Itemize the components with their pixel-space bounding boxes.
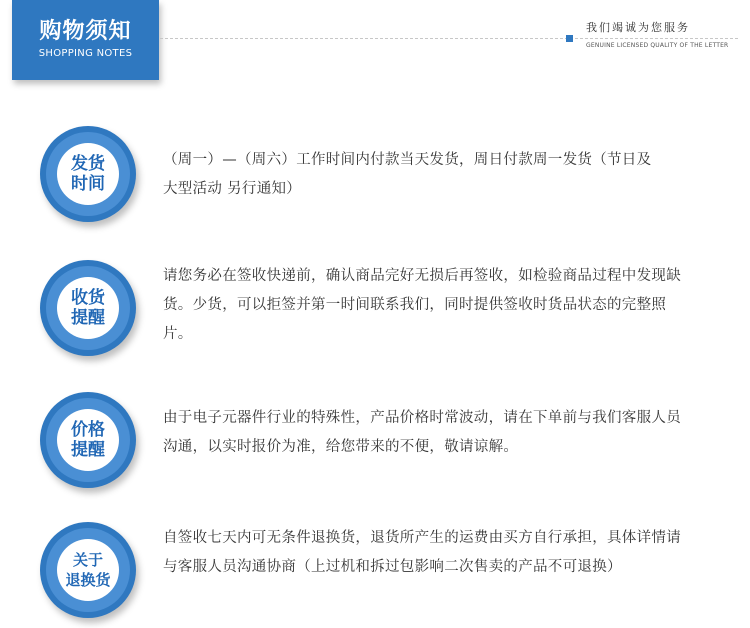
header-divider	[160, 38, 738, 39]
badge-label: 收货 提醒	[71, 288, 105, 328]
badge-label: 价格 提醒	[71, 420, 105, 460]
note-text: 自签收七天内可无条件退换货，退货所产生的运费由买方自行承担，具体详情请与客服人员沟通协商（上过机和拆过包影响二次售卖的产品不可退换）	[163, 530, 681, 575]
badge-returns	[40, 522, 136, 618]
badge-label: 关于 退换货	[65, 551, 111, 589]
page-subtitle: SHOPPING NOTES	[38, 48, 133, 59]
badge-price-reminder	[40, 392, 136, 488]
note-text: 由于电子元器件行业的特殊性，产品价格时常波动，请在下单前与我们客服人员沟通，以实时报价为准，给您带来的不便，敬请谅解。	[163, 410, 681, 455]
service-slogan: 我们竭诚为您服务	[586, 21, 690, 34]
badge-shipping-time	[40, 126, 136, 222]
badge-receipt-reminder	[40, 260, 136, 356]
note-text: （周一）—（周六）工作时间内付款当天发货，周日付款周一发货（节日及大型活动 另行通知）	[163, 152, 652, 197]
header-tab	[12, 0, 159, 80]
note-text: 请您务必在签收快递前，确认商品完好无损后再签收，如检验商品过程中发现缺货。少货，可以拒签并第一时间联系我们，同时提供签收时货品状态的完整照片。	[163, 268, 681, 342]
badge-label: 发货 时间	[71, 154, 105, 194]
service-slogan-en: GENUINE LICENSED QUALITY OF THE LETTER	[586, 42, 729, 49]
square-marker-icon	[566, 35, 573, 42]
page-title: 购物须知	[39, 19, 132, 44]
